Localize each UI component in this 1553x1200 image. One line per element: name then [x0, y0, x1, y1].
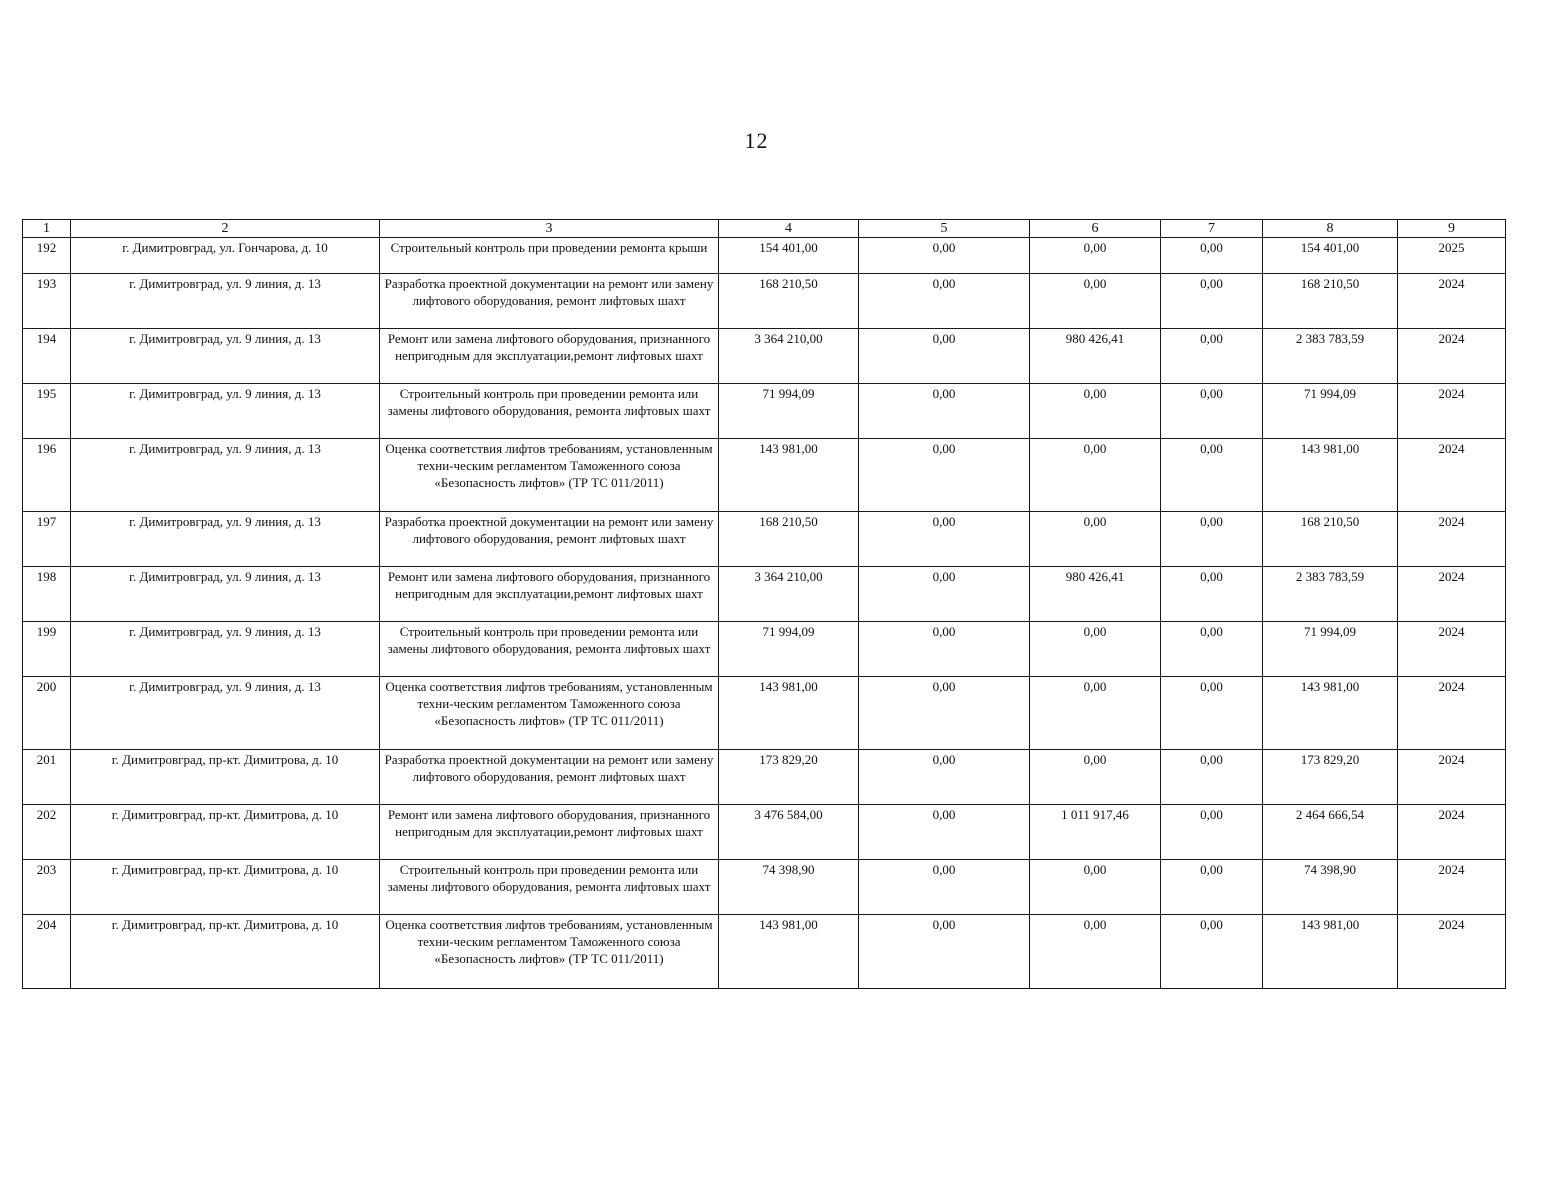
table-row	[23, 439, 1506, 512]
amount-col8-cell: 143 981,00	[1263, 677, 1398, 750]
year-cell: 2024	[1398, 567, 1506, 622]
amount-col4-cell: 168 210,50	[719, 512, 859, 567]
row-number: 195	[23, 384, 71, 439]
amount-col5-cell: 0,00	[859, 915, 1030, 989]
year-cell: 2024	[1398, 622, 1506, 677]
row-number: 197	[23, 512, 71, 567]
address-cell: г. Димитровград, ул. 9 линия, д. 13	[71, 384, 380, 439]
address-cell: г. Димитровград, ул. 9 линия, д. 13	[71, 622, 380, 677]
work-description-cell: Ремонт или замена лифтового оборудования, признанного непригодным для эксплуатации,ремонт лифтовых шахт	[380, 329, 719, 384]
table-row	[23, 384, 1506, 439]
amount-col6-cell: 0,00	[1030, 274, 1161, 329]
table-row	[23, 750, 1506, 805]
table-row	[23, 860, 1506, 915]
amount-col7-cell: 0,00	[1161, 677, 1263, 750]
amount-col4-cell: 71 994,09	[719, 622, 859, 677]
amount-col6-cell: 0,00	[1030, 238, 1161, 274]
amount-col6-cell: 0,00	[1030, 439, 1161, 512]
column-header: 9	[1398, 220, 1506, 238]
address-cell: г. Димитровград, ул. 9 линия, д. 13	[71, 439, 380, 512]
amount-col8-cell: 143 981,00	[1263, 439, 1398, 512]
work-description-cell: Оценка соответствия лифтов требованиям, установленным техни-ческим регламентом Таможенного союза «Безопасность лифтов» (ТР ТС 011/2011)	[380, 439, 719, 512]
amount-col7-cell: 0,00	[1161, 622, 1263, 677]
work-description-cell: Оценка соответствия лифтов требованиям, установленным техни-ческим регламентом Таможенного союза «Безопасность лифтов» (ТР ТС 011/2011)	[380, 915, 719, 989]
amount-col6-cell: 1 011 917,46	[1030, 805, 1161, 860]
amount-col8-cell: 71 994,09	[1263, 384, 1398, 439]
work-description-cell: Ремонт или замена лифтового оборудования, признанного непригодным для эксплуатации,ремонт лифтовых шахт	[380, 567, 719, 622]
amount-col6-cell: 0,00	[1030, 677, 1161, 750]
year-cell: 2024	[1398, 384, 1506, 439]
amount-col7-cell: 0,00	[1161, 750, 1263, 805]
year-cell: 2024	[1398, 329, 1506, 384]
address-cell: г. Димитровград, ул. 9 линия, д. 13	[71, 677, 380, 750]
amount-col5-cell: 0,00	[859, 512, 1030, 567]
column-header: 8	[1263, 220, 1398, 238]
address-cell: г. Димитровград, пр-кт. Димитрова, д. 10	[71, 805, 380, 860]
amount-col5-cell: 0,00	[859, 860, 1030, 915]
header-row	[23, 220, 1506, 238]
row-number: 198	[23, 567, 71, 622]
column-header: 2	[71, 220, 380, 238]
year-cell: 2025	[1398, 238, 1506, 274]
amount-col6-cell: 0,00	[1030, 915, 1161, 989]
amount-col8-cell: 2 464 666,54	[1263, 805, 1398, 860]
page-number: 12	[744, 128, 769, 153]
address-cell: г. Димитровград, ул. Гончарова, д. 10	[71, 238, 380, 274]
amount-col4-cell: 143 981,00	[719, 677, 859, 750]
amount-col6-cell: 0,00	[1030, 750, 1161, 805]
address-cell: г. Димитровград, ул. 9 линия, д. 13	[71, 567, 380, 622]
amount-col5-cell: 0,00	[859, 677, 1030, 750]
amount-col5-cell: 0,00	[859, 805, 1030, 860]
amount-col7-cell: 0,00	[1161, 567, 1263, 622]
address-cell: г. Димитровград, ул. 9 линия, д. 13	[71, 512, 380, 567]
table-row	[23, 567, 1506, 622]
table-row	[23, 274, 1506, 329]
column-header: 5	[859, 220, 1030, 238]
row-number: 201	[23, 750, 71, 805]
amount-col8-cell: 71 994,09	[1263, 622, 1398, 677]
table-row	[23, 805, 1506, 860]
amount-col7-cell: 0,00	[1161, 805, 1263, 860]
work-description-cell: Разработка проектной документации на ремонт или замену лифтового оборудования, ремонт лифтовых шахт	[380, 274, 719, 329]
amount-col4-cell: 3 476 584,00	[719, 805, 859, 860]
row-number: 200	[23, 677, 71, 750]
amount-col4-cell: 71 994,09	[719, 384, 859, 439]
amount-col8-cell: 168 210,50	[1263, 512, 1398, 567]
year-cell: 2024	[1398, 274, 1506, 329]
amount-col8-cell: 168 210,50	[1263, 274, 1398, 329]
amount-col6-cell: 0,00	[1030, 512, 1161, 567]
work-description-cell: Оценка соответствия лифтов требованиям, установленным техни-ческим регламентом Таможенного союза «Безопасность лифтов» (ТР ТС 011/2011)	[380, 677, 719, 750]
year-cell: 2024	[1398, 512, 1506, 567]
amount-col4-cell: 143 981,00	[719, 915, 859, 989]
amount-col7-cell: 0,00	[1161, 329, 1263, 384]
amount-col7-cell: 0,00	[1161, 238, 1263, 274]
amount-col6-cell: 980 426,41	[1030, 329, 1161, 384]
work-description-cell: Разработка проектной документации на ремонт или замену лифтового оборудования, ремонт лифтовых шахт	[380, 512, 719, 567]
column-header: 6	[1030, 220, 1161, 238]
year-cell: 2024	[1398, 915, 1506, 989]
amount-col5-cell: 0,00	[859, 750, 1030, 805]
year-cell: 2024	[1398, 750, 1506, 805]
column-header: 1	[23, 220, 71, 238]
row-number: 196	[23, 439, 71, 512]
amount-col7-cell: 0,00	[1161, 384, 1263, 439]
row-number: 204	[23, 915, 71, 989]
amount-col7-cell: 0,00	[1161, 860, 1263, 915]
table-row	[23, 512, 1506, 567]
amount-col8-cell: 2 383 783,59	[1263, 329, 1398, 384]
work-description-cell: Строительный контроль при проведении ремонта крыши	[380, 238, 719, 274]
amount-col7-cell: 0,00	[1161, 439, 1263, 512]
work-description-cell: Строительный контроль при проведении ремонта или замены лифтового оборудования, ремонта лифтовых шахт	[380, 622, 719, 677]
amount-col5-cell: 0,00	[859, 238, 1030, 274]
table-row	[23, 238, 1506, 274]
address-cell: г. Димитровград, пр-кт. Димитрова, д. 10	[71, 860, 380, 915]
work-description-cell: Ремонт или замена лифтового оборудования, признанного непригодным для эксплуатации,ремонт лифтовых шахт	[380, 805, 719, 860]
amount-col8-cell: 143 981,00	[1263, 915, 1398, 989]
amount-col5-cell: 0,00	[859, 329, 1030, 384]
amount-col4-cell: 3 364 210,00	[719, 567, 859, 622]
table-row	[23, 915, 1506, 989]
works-table	[22, 219, 1506, 989]
amount-col8-cell: 154 401,00	[1263, 238, 1398, 274]
amount-col6-cell: 0,00	[1030, 622, 1161, 677]
column-header: 3	[380, 220, 719, 238]
amount-col5-cell: 0,00	[859, 384, 1030, 439]
work-description-cell: Разработка проектной документации на ремонт или замену лифтового оборудования, ремонт лифтовых шахт	[380, 750, 719, 805]
year-cell: 2024	[1398, 805, 1506, 860]
address-cell: г. Димитровград, ул. 9 линия, д. 13	[71, 329, 380, 384]
work-description-cell: Строительный контроль при проведении ремонта или замены лифтового оборудования, ремонта лифтовых шахт	[380, 384, 719, 439]
amount-col5-cell: 0,00	[859, 439, 1030, 512]
address-cell: г. Димитровград, пр-кт. Димитрова, д. 10	[71, 915, 380, 989]
row-number: 193	[23, 274, 71, 329]
amount-col7-cell: 0,00	[1161, 915, 1263, 989]
amount-col4-cell: 74 398,90	[719, 860, 859, 915]
amount-col7-cell: 0,00	[1161, 274, 1263, 329]
amount-col6-cell: 0,00	[1030, 384, 1161, 439]
column-header: 4	[719, 220, 859, 238]
amount-col4-cell: 143 981,00	[719, 439, 859, 512]
amount-col4-cell: 154 401,00	[719, 238, 859, 274]
year-cell: 2024	[1398, 860, 1506, 915]
amount-col8-cell: 74 398,90	[1263, 860, 1398, 915]
row-number: 202	[23, 805, 71, 860]
amount-col8-cell: 173 829,20	[1263, 750, 1398, 805]
amount-col4-cell: 3 364 210,00	[719, 329, 859, 384]
row-number: 194	[23, 329, 71, 384]
amount-col5-cell: 0,00	[859, 567, 1030, 622]
table-row	[23, 329, 1506, 384]
column-header: 7	[1161, 220, 1263, 238]
work-description-cell: Строительный контроль при проведении ремонта или замены лифтового оборудования, ремонта лифтовых шахт	[380, 860, 719, 915]
amount-col7-cell: 0,00	[1161, 512, 1263, 567]
table-row	[23, 622, 1506, 677]
year-cell: 2024	[1398, 677, 1506, 750]
amount-col5-cell: 0,00	[859, 274, 1030, 329]
address-cell: г. Димитровград, ул. 9 линия, д. 13	[71, 274, 380, 329]
address-cell: г. Димитровград, пр-кт. Димитрова, д. 10	[71, 750, 380, 805]
amount-col5-cell: 0,00	[859, 622, 1030, 677]
table-row	[23, 677, 1506, 750]
row-number: 199	[23, 622, 71, 677]
amount-col6-cell: 0,00	[1030, 860, 1161, 915]
row-number: 192	[23, 238, 71, 274]
amount-col4-cell: 168 210,50	[719, 274, 859, 329]
row-number: 203	[23, 860, 71, 915]
amount-col6-cell: 980 426,41	[1030, 567, 1161, 622]
year-cell: 2024	[1398, 439, 1506, 512]
amount-col4-cell: 173 829,20	[719, 750, 859, 805]
amount-col8-cell: 2 383 783,59	[1263, 567, 1398, 622]
